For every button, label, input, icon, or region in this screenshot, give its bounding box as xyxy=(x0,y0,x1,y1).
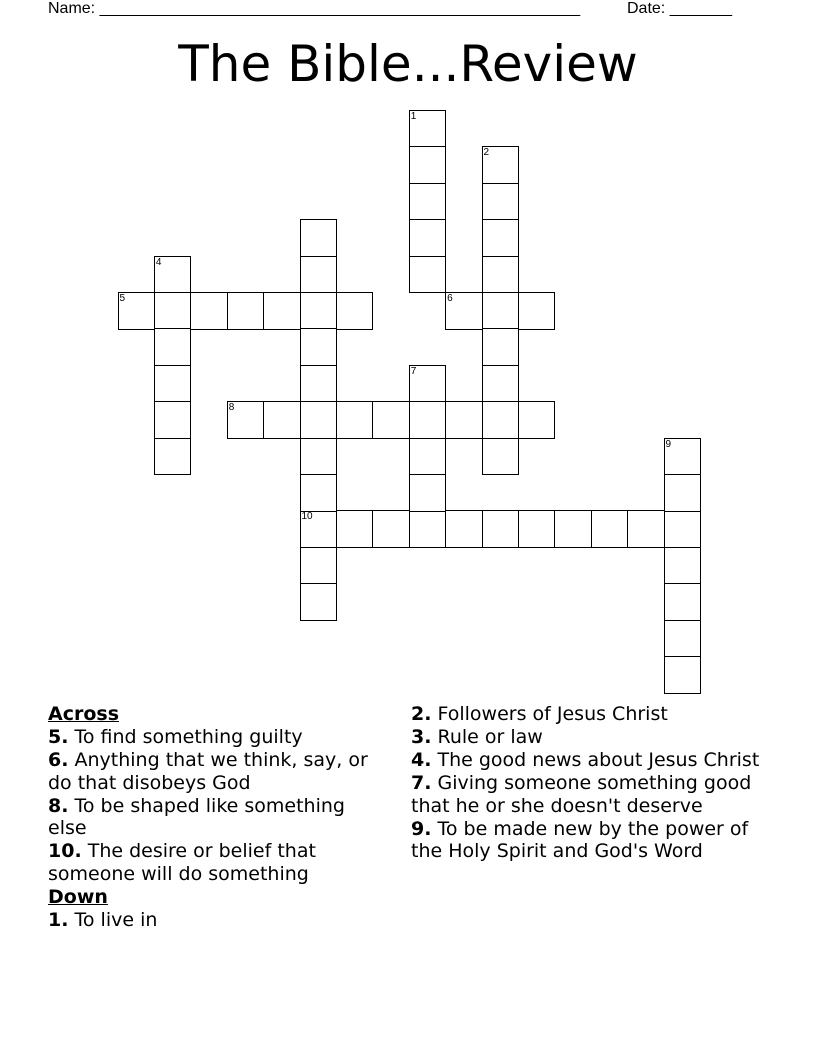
grid-cell xyxy=(336,401,374,439)
clue-text: Giving someone something good that he or she doesn't deserve xyxy=(411,772,752,817)
grid-cell xyxy=(482,146,520,184)
down-clue-list xyxy=(48,909,378,932)
grid-cell xyxy=(664,620,702,658)
grid-cell xyxy=(482,292,520,330)
grid-cell xyxy=(409,256,447,294)
grid-cell xyxy=(409,365,447,403)
clue-text: The desire or belief that someone will do something xyxy=(48,840,316,885)
grid-cell xyxy=(300,438,338,476)
grid-cell xyxy=(336,292,374,330)
cell-number: 9 xyxy=(665,438,672,450)
grid-cell xyxy=(664,656,702,694)
clue-item xyxy=(48,749,378,794)
grid-cell xyxy=(300,365,338,403)
grid-cell xyxy=(664,583,702,621)
grid-cell xyxy=(518,401,556,439)
grid-cell xyxy=(409,146,447,184)
grid-cell xyxy=(482,328,520,366)
clue-number: 9. xyxy=(411,817,432,840)
clue-item xyxy=(411,749,776,772)
clue-item xyxy=(411,772,776,817)
grid-cell xyxy=(627,510,665,548)
grid-cell xyxy=(482,256,520,294)
clue-text: To find something guilty xyxy=(68,726,303,748)
clue-item xyxy=(48,726,378,749)
grid-cell xyxy=(482,365,520,403)
clue-number: 3. xyxy=(411,726,432,748)
clue-text: Followers of Jesus Christ xyxy=(431,703,668,725)
grid-cell xyxy=(372,510,410,548)
grid-cell xyxy=(409,438,447,476)
grid-cell xyxy=(154,438,192,476)
grid-cell xyxy=(300,292,338,330)
cell-number: 1 xyxy=(410,111,417,122)
clue-number: 4. xyxy=(411,749,432,771)
grid-cell xyxy=(263,401,301,439)
grid-cell xyxy=(227,292,265,330)
clue-text: Rule or law xyxy=(431,726,543,748)
grid-cell xyxy=(372,401,410,439)
clue-item xyxy=(411,703,776,726)
grid-cell xyxy=(300,328,338,366)
grid-cell xyxy=(482,219,520,257)
grid-cell xyxy=(154,365,192,403)
clue-text: To be shaped like something else xyxy=(48,794,345,839)
grid-cell xyxy=(554,510,592,548)
grid-cell xyxy=(664,510,702,548)
grid-cell xyxy=(482,510,520,548)
cell-number: 6 xyxy=(447,293,453,304)
grid-cell xyxy=(518,510,556,548)
grid-cell xyxy=(445,292,483,330)
across-heading: Across xyxy=(48,703,120,725)
grid-cell xyxy=(445,510,483,548)
down-heading: Down xyxy=(48,885,108,908)
clue-item xyxy=(411,726,776,749)
grid-cell xyxy=(409,110,447,148)
grid-cell xyxy=(409,219,447,257)
clue-item xyxy=(48,909,378,932)
date-line: Date: _______ xyxy=(627,0,732,17)
grid-cell xyxy=(154,292,192,330)
clue-text: To be made new by the power of the Holy Spirit and God's Word xyxy=(411,817,749,862)
grid-cell xyxy=(300,583,338,621)
grid-cell xyxy=(445,401,483,439)
name-line: Name: ______________________________________________________ xyxy=(48,0,581,17)
grid-cell xyxy=(482,183,520,221)
clue-number: 10. xyxy=(48,840,82,862)
down-clue-list-continued xyxy=(411,703,776,863)
clues-left-column xyxy=(48,703,378,932)
grid-cell xyxy=(409,401,447,439)
clue-number: 8. xyxy=(48,794,69,817)
clues-right-column xyxy=(411,703,776,863)
grid-cell xyxy=(664,438,702,476)
grid-cell xyxy=(300,256,338,294)
grid-cell xyxy=(591,510,629,548)
clue-number: 1. xyxy=(48,908,69,931)
grid-cell xyxy=(300,401,338,439)
clue-number: 7. xyxy=(411,772,432,794)
grid-cell xyxy=(409,183,447,221)
across-clue-list xyxy=(48,726,378,885)
cell-number: 7 xyxy=(410,365,417,377)
clue-item xyxy=(48,840,378,885)
clue-item xyxy=(411,818,776,863)
grid-cell xyxy=(482,438,520,476)
grid-cell xyxy=(336,510,374,548)
cell-number: 5 xyxy=(119,293,126,304)
cell-number: 2 xyxy=(483,147,490,159)
grid-cell xyxy=(154,256,192,294)
grid-cell xyxy=(409,474,447,512)
clue-text: To live in xyxy=(68,908,158,931)
cell-number: 10 xyxy=(301,511,313,523)
grid-cell xyxy=(154,328,192,366)
grid-cell xyxy=(154,401,192,439)
grid-cell xyxy=(518,292,556,330)
grid-cell xyxy=(664,474,702,512)
clue-number: 2. xyxy=(411,703,432,725)
grid-cell xyxy=(300,547,338,585)
clue-text: Anything that we think, say, or do that disobeys God xyxy=(48,749,368,794)
grid-cell xyxy=(263,292,301,330)
grid-cell xyxy=(300,510,338,548)
grid-cell xyxy=(227,401,265,439)
grid-cell xyxy=(409,510,447,548)
cell-number: 4 xyxy=(155,256,162,268)
grid-cell xyxy=(190,292,228,330)
grid-cell xyxy=(118,292,156,330)
grid-cell xyxy=(482,401,520,439)
clue-text: The good news about Jesus Christ xyxy=(431,749,760,771)
clue-item xyxy=(48,795,378,840)
grid-cell xyxy=(300,474,338,512)
grid-cell xyxy=(300,219,338,257)
page-title: The Bible...Review xyxy=(178,35,638,93)
cell-number: 8 xyxy=(228,402,235,414)
clue-number: 6. xyxy=(48,749,69,771)
grid-cell xyxy=(664,547,702,585)
clue-number: 5. xyxy=(48,726,69,748)
